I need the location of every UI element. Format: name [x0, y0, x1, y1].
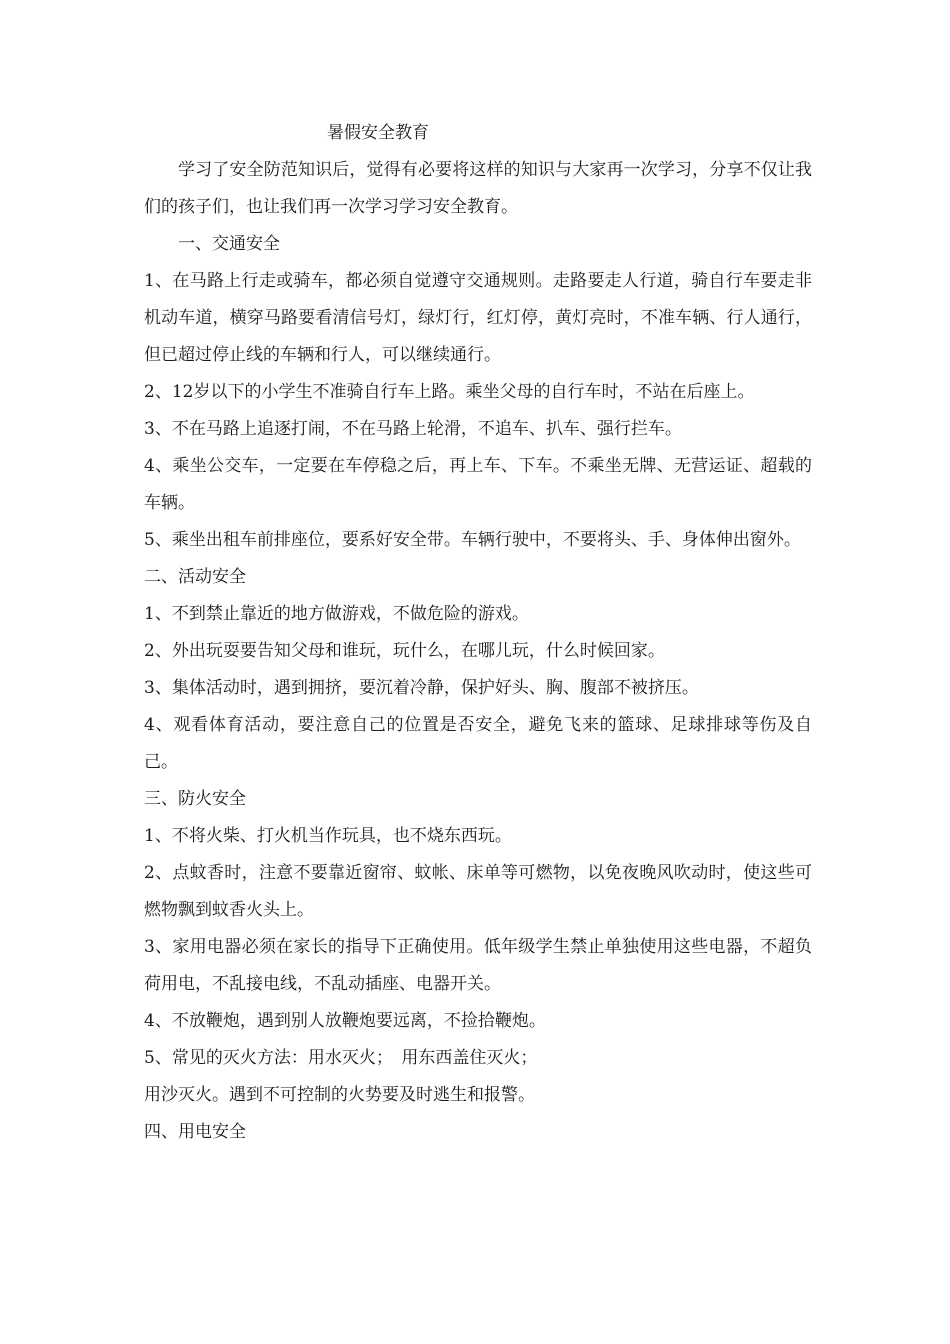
list-item: 5、乘坐出租车前排座位，要系好安全带。车辆行驶中，不要将头、手、身体伸出窗外。 — [144, 530, 801, 550]
section-heading-electricity: 四、用电安全 — [144, 1122, 246, 1142]
list-item: 4、观看体育活动，要注意自己的位置是否安全，避免飞来的篮球、足球排球等伤及自己。 — [144, 715, 812, 772]
list-item: 5、常见的灭火方法：用水灭火； 用东西盖住灭火； — [144, 1048, 538, 1068]
list-item: 4、不放鞭炮，遇到别人放鞭炮要远离，不捡拾鞭炮。 — [144, 1011, 546, 1031]
list-item: 3、不在马路上追逐打闹，不在马路上轮滑，不追车、扒车、强行拦车。 — [144, 419, 682, 439]
section-heading-activity: 二、活动安全 — [144, 567, 246, 587]
list-item: 用沙灭火。遇到不可控制的火势要及时逃生和报警。 — [144, 1085, 535, 1105]
list-item: 4、乘坐公交车，一定要在车停稳之后，再上车、下车。不乘坐无牌、无营运证、超载的车辆。 — [144, 456, 812, 513]
section-heading-traffic: 一、交通安全 — [178, 234, 280, 254]
list-item: 2、点蚊香时，注意不要靠近窗帘、蚊帐、床单等可燃物，以免夜晚风吹动时，使这些可燃物飘到蚊香火头上。 — [144, 863, 812, 920]
list-item: 3、家用电器必须在家长的指导下正确使用。低年级学生禁止单独使用这些电器，不超负荷用电，不乱接电线，不乱动插座、电器开关。 — [144, 937, 812, 994]
document-title: 暑假安全教育 — [327, 123, 429, 143]
list-item: 2、外出玩耍要告知父母和谁玩，玩什么，在哪儿玩，什么时候回家。 — [144, 641, 665, 661]
intro-paragraph: 学习了安全防范知识后，觉得有必要将这样的知识与大家再一次学习，分享不仅让我们的孩子们，也让我们再一次学习学习安全教育。 — [144, 160, 812, 217]
list-item: 1、不将火柴、打火机当作玩具，也不烧东西玩。 — [144, 826, 512, 846]
list-item: 1、不到禁止靠近的地方做游戏，不做危险的游戏。 — [144, 604, 529, 624]
document-page — [144, 118, 812, 1151]
list-item: 3、集体活动时，遇到拥挤，要沉着冷静，保护好头、胸、腹部不被挤压。 — [144, 678, 699, 698]
list-item: 2、12岁以下的小学生不准骑自行车上路。乘坐父母的自行车时，不站在后座上。 — [144, 382, 755, 402]
list-item: 1、在马路上行走或骑车，都必须自觉遵守交通规则。走路要走人行道，骑自行车要走非机动车道，横穿马路要看清信号灯，绿灯行，红灯停，黄灯亮时，不准车辆、行人通行，但已超过停止线的车辆和行人，可以继续通行。 — [144, 271, 812, 365]
section-heading-fire: 三、防火安全 — [144, 789, 246, 809]
